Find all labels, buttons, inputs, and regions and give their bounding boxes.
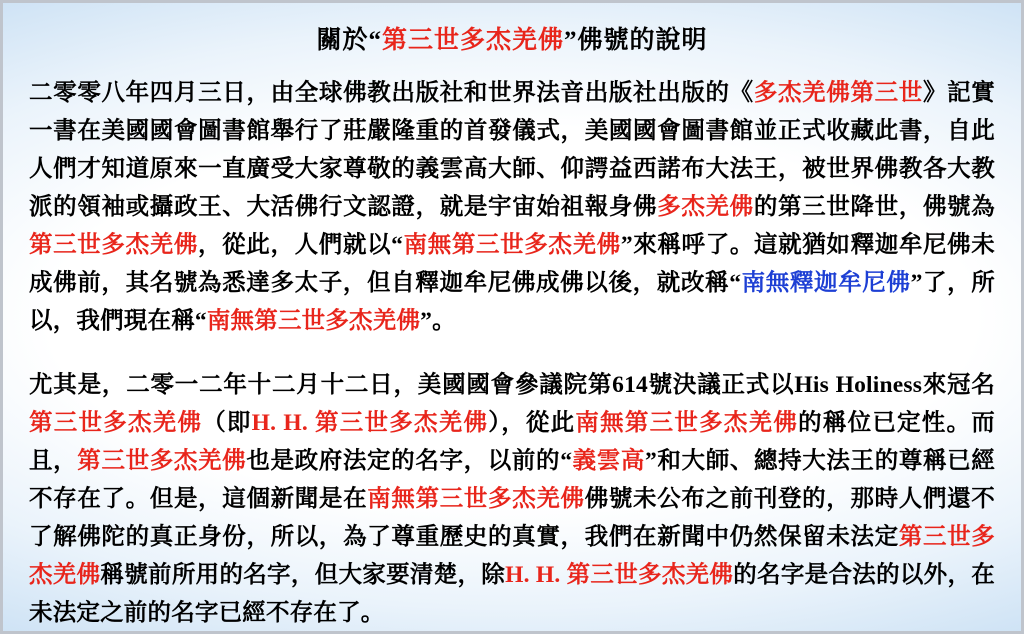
paragraph-2-run-11: ”	[645, 448, 657, 475]
paragraph-1-run-17: ”	[420, 307, 433, 334]
page-title	[29, 25, 995, 58]
title-run-3: ”	[564, 27, 578, 54]
paragraph-1-run-5: 第三世多杰羌佛	[29, 231, 199, 258]
paragraph-1-run-4: 的第三世降世，佛號為	[753, 193, 996, 220]
title-run-2: 第三世多杰羌佛	[381, 27, 564, 54]
paragraph-2-run-9: “	[560, 448, 573, 475]
paragraph-2-run-4: ），從此	[488, 410, 576, 436]
paragraph-2-run-2: （即	[202, 410, 252, 436]
paragraph-1-run-2: 》記實一書在美國國會圖書館舉行了莊嚴隆重的首發儀式，美國國會圖書館並正式收藏此書，自此人們才知道原來一直廣受大家尊敬的義雲高大師、仰諤益西諾布大法王，被世界佛教各大教派的領袖或攝政王、大活佛行文認證，就是宇宙始祖報身佛	[29, 79, 996, 220]
paragraph-2-run-0: 尤其是，二零一二年十二月十二日，美國國會參議院第614號決議正式以His Holiness來冠名	[29, 371, 995, 398]
paragraph-1-run-0: 二零零八年四月三日，由全球佛教出版社和世界法音出版社出版的《	[29, 79, 754, 106]
paragraph-1-run-12: 南無釋迦牟尼佛	[741, 269, 911, 296]
paragraph-1-run-18: 。	[432, 307, 456, 334]
paragraph-2-run-7: 第三世多杰羌佛	[77, 448, 247, 475]
paragraph-1-run-10: 來稱呼了。這就猶如釋迦牟尼佛未成佛前，其名號為悉達多太子，但自釋迦牟尼佛成佛以後，就改稱	[29, 231, 995, 296]
document-body	[3, 3, 1021, 631]
paragraph-1-run-11: “	[729, 269, 742, 296]
paragraph-1	[29, 74, 995, 340]
paragraph-1-run-1: 多杰羌佛第三世	[753, 79, 923, 106]
title-run-4: 佛號的說明	[577, 27, 708, 54]
paragraph-1-run-16: 南無第三世多杰羌佛	[206, 307, 421, 334]
paragraph-1-run-6: ，從此，人們就以	[198, 231, 392, 258]
paragraph-1-run-13: ”	[910, 269, 923, 296]
paragraph-2-run-13: 南無第三世多杰羌佛	[367, 486, 585, 513]
paragraph-2-run-16: 稱號前所用的名字，但大家要清楚，除	[100, 562, 506, 589]
title-run-1: “	[368, 27, 382, 54]
paragraph-2-run-18: 的名字是合法的以外，在未法定之前的名字已經不存在了。	[29, 562, 995, 627]
paragraph-1-run-7: “	[391, 231, 404, 258]
paragraph-1-run-8: 南無第三世多杰羌佛	[403, 231, 621, 258]
paragraph-1-run-14: 了，所以，我們現在稱	[29, 269, 995, 334]
paragraph-2-run-1: 第三世多杰羌佛	[29, 410, 203, 436]
paragraph-2-run-6: 的稱位已定性。而且，	[29, 410, 995, 475]
paragraph-2-run-8: 也是政府法定的名字，以前的	[246, 448, 561, 475]
paragraph-1-run-9: ”	[620, 231, 633, 258]
paragraph-2-run-12: 和大師、總持大法王的尊稱已經不存在了。但是，這個新聞是在	[29, 448, 995, 513]
paragraph-2	[29, 366, 995, 632]
paragraph-2-run-14: 佛號未公布之前刊登的，那時人們還不了解佛陀的真正身份，所以，為了尊重歷史的真實，我們在新聞中仍然保留未法定	[29, 486, 995, 551]
paragraph-2-run-10: 義雲高	[572, 448, 646, 475]
paragraph-1-run-15: “	[194, 307, 207, 334]
paragraph-2-run-15: 第三世多杰羌佛	[29, 524, 995, 589]
paragraph-2-run-3: H. H. 第三世多杰羌佛	[251, 410, 489, 436]
paragraph-2-run-17: H. H. 第三世多杰羌佛	[505, 562, 734, 589]
title-run-0: 關於	[316, 27, 369, 54]
paragraph-2-run-5: 南無第三世多杰羌佛	[575, 410, 799, 436]
paragraph-1-run-3: 多杰羌佛	[657, 193, 754, 220]
